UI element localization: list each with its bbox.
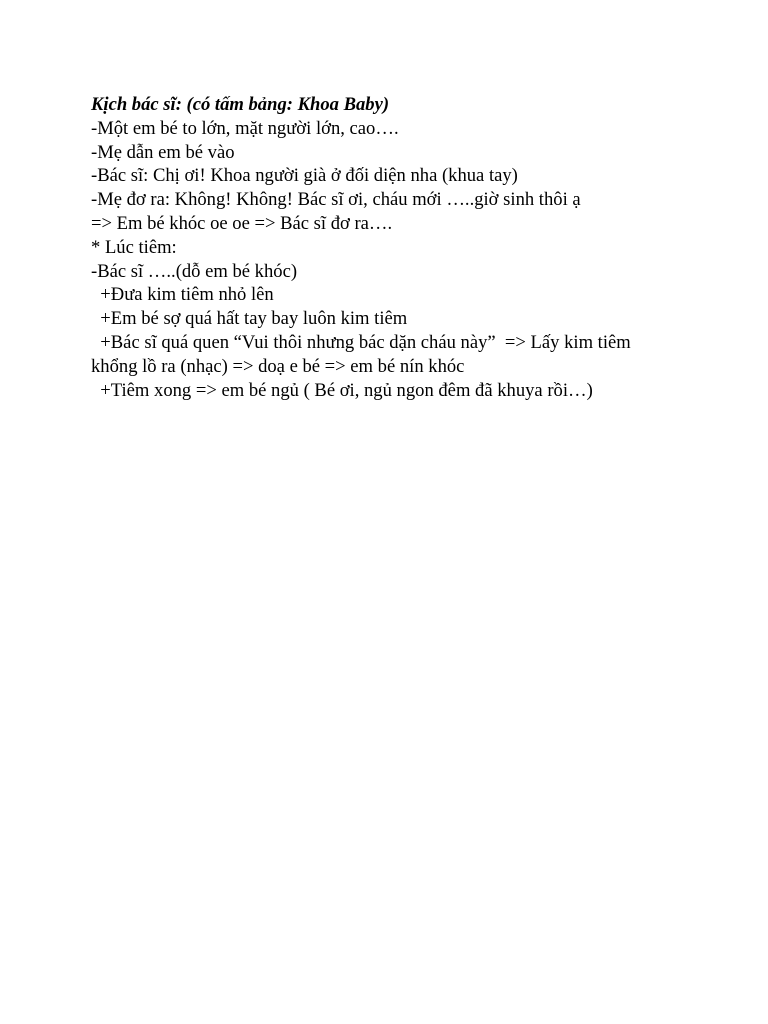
script-line: => Em bé khóc oe oe => Bác sĩ đơ ra…. [91,212,393,234]
script-subline: +Tiêm xong => em bé ngủ ( Bé ơi, ngủ ngon đêm đã khuya rồi…) [91,379,593,401]
script-line: -Mẹ dẫn em bé vào [91,141,235,163]
script-line: -Một em bé to lớn, mặt người lớn, cao…. [91,117,399,139]
script-subline: +Em bé sợ quá hất tay bay luôn kim tiêm [91,308,408,330]
section-heading: * Lúc tiêm: [91,236,177,258]
script-subline: +Bác sĩ quá quen “Vui thôi nhưng bác dặn cháu này” => Lấy kim tiêm [91,331,631,353]
document-body [91,93,691,402]
script-line: -Mẹ đơ ra: Không! Không! Bác sĩ ơi, cháu mới …..giờ sinh thôi ạ [91,189,581,211]
script-subline: +Đưa kim tiêm nhỏ lên [91,284,274,306]
document-title: Kịch bác sĩ: (có tấm bảng: Khoa Baby) [91,94,390,115]
script-line: -Bác sĩ: Chị ơi! Khoa người già ở đối diện nha (khua tay) [91,165,518,187]
script-subline-continuation: khổng lồ ra (nhạc) => doạ e bé => em bé nín khóc [91,355,465,377]
script-line: -Bác sĩ …..(dỗ em bé khóc) [91,260,298,282]
